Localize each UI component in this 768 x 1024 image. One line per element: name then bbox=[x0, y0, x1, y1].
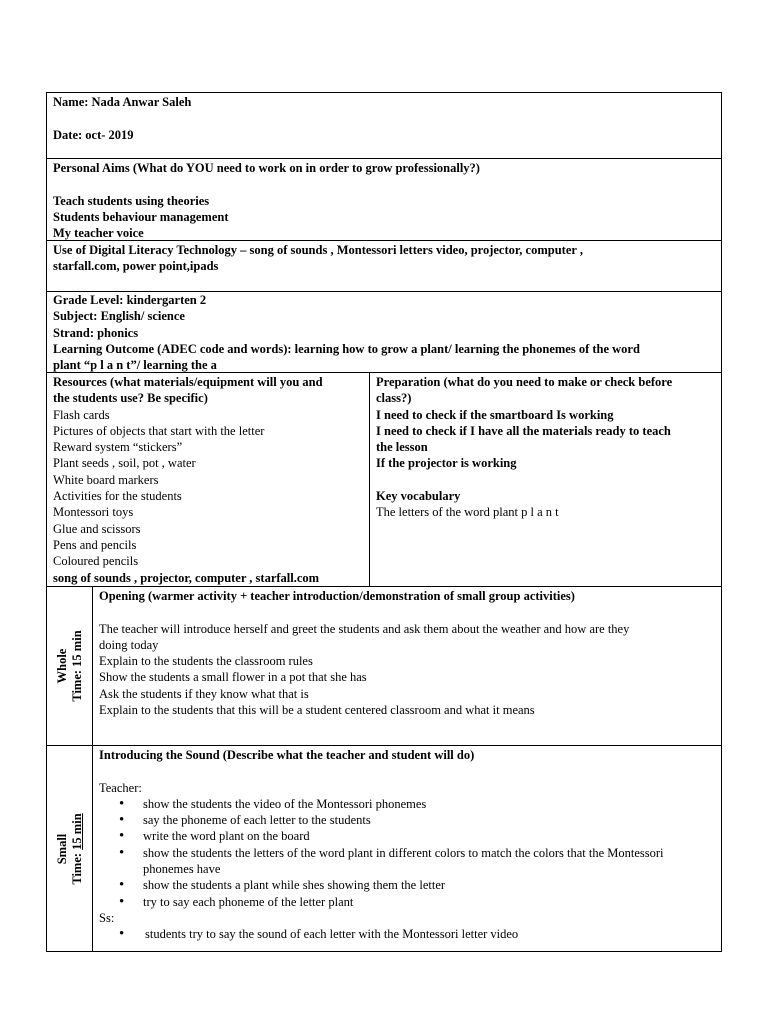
lesson-date: Date: oct- 2019 bbox=[53, 127, 134, 142]
preparation-check: the lesson bbox=[376, 440, 428, 455]
introducing-sound-section bbox=[47, 746, 721, 951]
list-item: • write the word plant on the board bbox=[99, 828, 715, 844]
opening-group-label: Whole bbox=[54, 648, 69, 684]
subject: Subject: English/ science bbox=[53, 309, 185, 324]
aim-item: Students behaviour management bbox=[53, 209, 229, 224]
digital-literacy-line: Use of Digital Literacy Technology – song of sounds , Montessori letters video, projector, computer , bbox=[53, 243, 583, 257]
teacher-steps-list bbox=[99, 796, 715, 910]
preparation-heading: class?) bbox=[376, 391, 412, 406]
opening-section bbox=[47, 587, 721, 746]
header-section bbox=[47, 93, 721, 159]
opening-step: Explain to the students the classroom rules bbox=[99, 654, 313, 669]
teacher-name: Name: Nada Anwar Saleh bbox=[53, 95, 192, 109]
sound-group-label: Small bbox=[54, 833, 69, 864]
opening-step: Ask the students if they know what that is bbox=[99, 686, 309, 701]
lesson-plan-table bbox=[46, 92, 722, 952]
sound-time-value: 15 min bbox=[69, 812, 84, 850]
list-item: • try to say each phoneme of the letter plant bbox=[99, 894, 715, 910]
opening-heading: Opening (warmer activity + teacher introduction/demonstration of small group activities) bbox=[99, 589, 575, 603]
sound-time-label: Time: bbox=[69, 852, 84, 885]
sound-side-label bbox=[47, 746, 93, 951]
preparation-check: I need to check if the smartboard Is working bbox=[376, 407, 614, 422]
resource-item: White board markers bbox=[53, 472, 159, 487]
personal-aims-section bbox=[47, 159, 721, 241]
list-item: • show the students a plant while shes showing them the letter bbox=[99, 877, 715, 893]
learning-outcome-line: Learning Outcome (ADEC code and words): learning how to grow a plant/ learning the phonemes of the word bbox=[53, 341, 640, 356]
teacher-label: Teacher: bbox=[99, 780, 142, 795]
key-vocabulary-heading: Key vocabulary bbox=[376, 489, 461, 504]
aim-item: My teacher voice bbox=[53, 226, 144, 241]
digital-literacy-section bbox=[47, 241, 721, 292]
resource-item: Reward system “stickers” bbox=[53, 440, 183, 455]
students-label: Ss: bbox=[99, 910, 115, 925]
key-vocabulary-text: The letters of the word plant p l a n t bbox=[376, 505, 559, 520]
list-item: • students try to say the sound of each letter with the Montessori letter video bbox=[99, 926, 715, 942]
learning-outcome-line: plant “p l a n t”/ learning the a bbox=[53, 358, 217, 373]
resource-item: Pens and pencils bbox=[53, 537, 137, 552]
resource-item: Glue and scissors bbox=[53, 521, 141, 536]
resource-digital-tools: song of sounds , projector, computer , starfall.com bbox=[53, 570, 320, 585]
preparation-check: If the projector is working bbox=[376, 456, 517, 471]
resource-item: Montessori toys bbox=[53, 505, 134, 520]
opening-side-label bbox=[47, 587, 93, 745]
list-item: • show the students the letters of the word plant in different colors to match the colors that the Montessori phonemes have bbox=[99, 845, 715, 878]
resource-item: Coloured pencils bbox=[53, 554, 139, 569]
sound-heading: Introducing the Sound (Describe what the teacher and student will do) bbox=[99, 748, 475, 762]
lesson-info-section bbox=[47, 292, 721, 373]
grade-level: Grade Level: kindergarten 2 bbox=[53, 293, 207, 307]
strand: Strand: phonics bbox=[53, 325, 139, 340]
opening-step: Explain to the students that this will be a student centered classroom and what it means bbox=[99, 703, 535, 718]
students-steps-list bbox=[99, 926, 715, 942]
preparation-heading: Preparation (what do you need to make or check before bbox=[376, 375, 673, 389]
resources-preparation-section bbox=[47, 373, 721, 587]
preparation-check: I need to check if I have all the materials ready to teach bbox=[376, 423, 671, 438]
opening-content bbox=[93, 587, 721, 745]
opening-time-label: Time: 15 min bbox=[69, 630, 84, 702]
resource-item: Pictures of objects that start with the letter bbox=[53, 423, 265, 438]
digital-literacy-line: starfall.com, power point,ipads bbox=[53, 259, 219, 274]
list-item: • show the students the video of the Montessori phonemes bbox=[99, 796, 715, 812]
resource-item: Flash cards bbox=[53, 407, 110, 422]
resource-item: Plant seeds , soil, pot , water bbox=[53, 456, 196, 471]
resource-item: Activities for the students bbox=[53, 489, 182, 504]
resources-column bbox=[47, 373, 370, 586]
preparation-column bbox=[370, 373, 721, 586]
opening-paragraph-line: doing today bbox=[99, 637, 159, 652]
resources-heading: the students use? Be specific) bbox=[53, 391, 208, 406]
opening-step: Show the students a small flower in a pot that she has bbox=[99, 670, 367, 685]
personal-aims-heading: Personal Aims (What do YOU need to work on in order to grow professionally?) bbox=[53, 161, 480, 175]
list-item: • say the phoneme of each letter to the students bbox=[99, 812, 715, 828]
resources-heading: Resources (what materials/equipment will you and bbox=[53, 375, 323, 389]
aim-item: Teach students using theories bbox=[53, 193, 210, 208]
sound-content bbox=[93, 746, 721, 951]
opening-paragraph-line: The teacher will introduce herself and greet the students and ask them about the weather and how are they bbox=[99, 621, 630, 636]
